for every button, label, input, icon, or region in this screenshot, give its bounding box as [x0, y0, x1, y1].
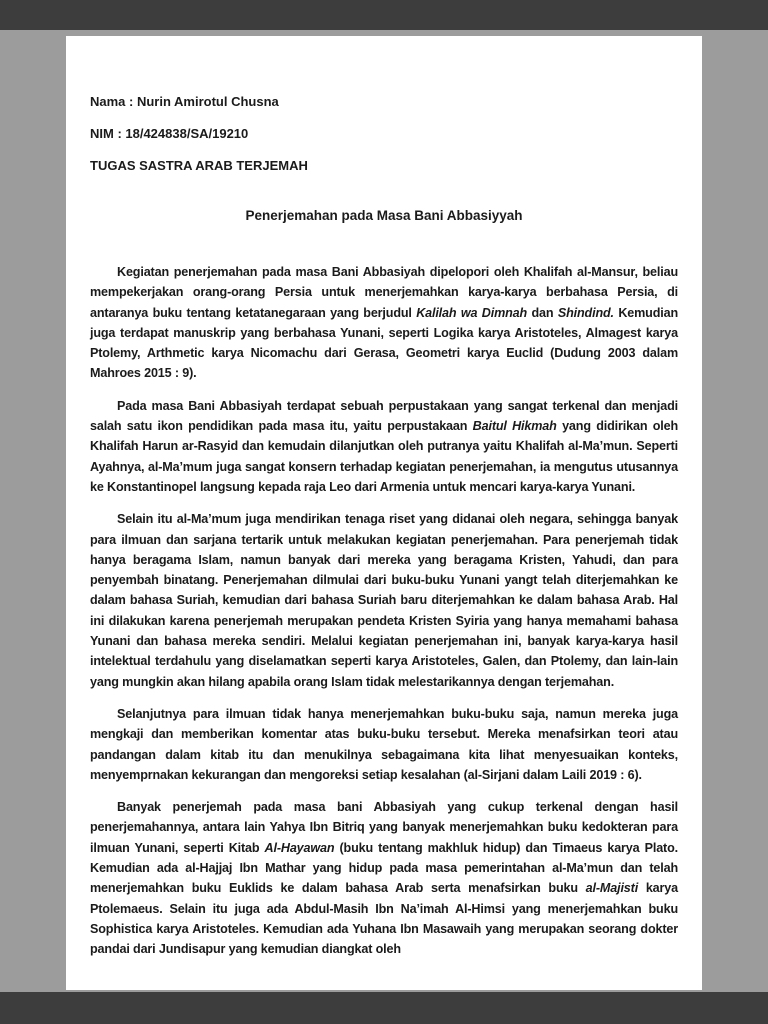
- student-nim: NIM : 18/424838/SA/19210: [90, 126, 249, 141]
- text-run: (buku tentang makhluk hidup) dan Timaeus karya Plato. Kemudian ada al-Hajjaj Ibn Mathar yang hidup pada masa pemerintahan al-Ma’mun dan telah menerjemahkan buku Euklids ke dalam bahasa Arab serta menafsirkan buku: [90, 840, 678, 896]
- italic-text-run: al-Majisti: [585, 881, 639, 896]
- italic-text-run: Shindind.: [557, 305, 614, 320]
- paragraph: [90, 396, 678, 497]
- text-run: Kegiatan penerjemahan pada masa Bani Abbasiyah dipelopori oleh Khalifah al-Mansur, beliau mempekerjakan orang-orang Persia untuk menerjemahkan karya-karya berbahasa Persia, di antaranya buku tentang ketatanegaraan yang berjudul: [90, 265, 678, 320]
- student-name: Nama : Nurin Amirotul Chusna: [90, 94, 279, 109]
- text-run: Selain itu al-Ma’mum juga mendirikan tenaga riset yang didanai oleh negara, sehingga banyak para ilmuan dan sarjana tertarik untuk melakukan kegiatan penerjemahan. Para penerjemah tidak hanya beragama Islam, namun banyak dari mereka yang beragama Kristen, Yahudi, dan para penyembah binatang. Penerjemahan dilmulai dari buku-buku Yunani yangt telah diterjemahkan ke dalam bahasa Suriah, kemudian dari bahasa Suriah baru diterjemahkan ke dalam bahasa Arab. Hal ini dilakukan karena penerjemah merupakan pendeta Kristen Syiria yang hanya memahami bahasa Yunani dan bahasa mereka sendiri. Melalui kegiatan penerjemahan ini, banyak karya-karya hasil intelektual terdahulu yang diselamatkan seperti karya Aristoteles, Galen, dan Ptolemy, dan lain-lain yang mungkin akan hilang apabila orang Islam tidak melestarikannya dengan terjemahan.: [90, 512, 678, 689]
- document-title: Penerjemahan pada Masa Bani Abbasiyyah: [245, 208, 523, 223]
- paragraph: [90, 262, 678, 384]
- document-header: [90, 94, 678, 174]
- text-run: Banyak penerjemah pada masa bani Abbasiyah yang cukup terkenal dengan hasil penerjemahannya, antara lain Yahya Ibn Bitriq yang banyak menerjemahkan buku kedokteran para ilmuan Yunani, seperti Kitab: [90, 800, 678, 855]
- text-run: karya Ptolemaeus. Selain itu juga ada Abdul-Masih Ibn Na’imah Al-Himsi yang menerjemahkan buku Sophistica karya Aristoteles. Kemudian ada Yuhana Ibn Masawaih yang merupakan seorang dokter pandai dari Jundisapur yang kemudian diangkat oleh: [90, 881, 678, 957]
- text-run: dan: [527, 305, 558, 320]
- text-run: Pada masa Bani Abbasiyah terdapat sebuah perpustakaan yang sangat terkenal dan menjadi salah satu ikon pendidikan pada masa itu, yaitu perpustakaan: [90, 398, 678, 434]
- viewer-top-bar: [0, 0, 768, 30]
- viewer-bottom-bar: [0, 992, 768, 1024]
- text-run: Selanjutnya para ilmuan tidak hanya menerjemahkan buku-buku saja, namun mereka juga mengkaji dan memberikan komentar atas buku-buku tersebut. Mereka menafsirkan teori atau pandangan dalam kitab itu dan menukilnya sebagaimana kita lihat menyesuaikan konteks, menyemprnakan kekurangan dan mengoreksi setiap kesalahan (al-Sirjani dalam Laili 2019 : 6).: [90, 706, 678, 782]
- document-page: [66, 36, 702, 990]
- paragraph: [90, 797, 678, 959]
- assignment-course: TUGAS SASTRA ARAB TERJEMAH: [90, 158, 308, 173]
- text-run: Kemudian juga terdapat manuskrip yang berbahasa Yunani, seperti Logika karya Aristoteles, Almagest karya Ptolemy, Arthmetic karya Nicomachu dari Gerasa, Geometri karya Euclid (Dudung 2003 dalam Mahroes 2015 : 9).: [90, 305, 678, 381]
- document-body: [90, 262, 678, 960]
- italic-text-run: Al-Hayawan: [264, 840, 335, 855]
- paragraph: [90, 509, 678, 692]
- italic-text-run: Baitul Hikmah: [472, 419, 557, 434]
- italic-text-run: Kalilah wa Dimnah: [416, 305, 528, 320]
- text-run: yang didirikan oleh Khalifah Harun ar-Rasyid dan kemudain dilanjutkan oleh putranya yaitu Khalifah al-Ma’mun. Seperti Ayahnya, al-Ma’mum juga sangat konsern terhadap kegiatan penerjemahan, ia mengutus utusannya ke Konstantinopel langsung kepada raja Leo dari Armenia untuk mencari karya-karya Yunani.: [90, 419, 679, 494]
- paragraph: [90, 704, 678, 785]
- page-content: [66, 36, 702, 960]
